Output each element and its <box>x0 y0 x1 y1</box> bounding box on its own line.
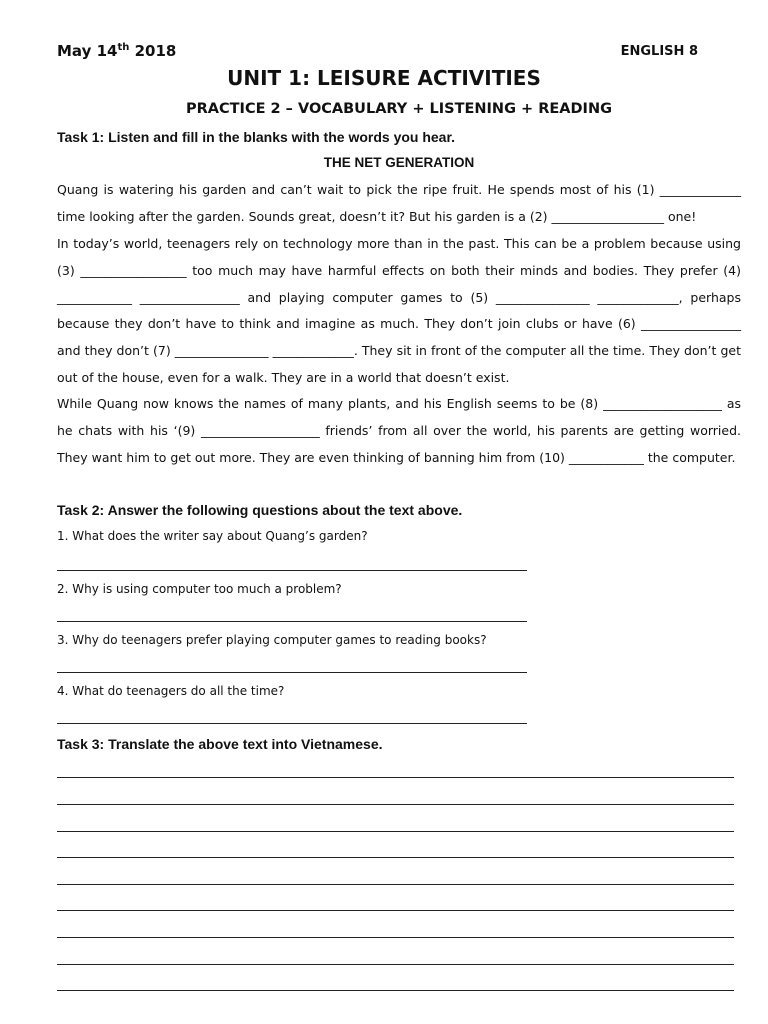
translation-line[interactable] <box>57 804 734 805</box>
task1-heading: Task 1: Listen and fill in the blanks with the words you hear. <box>57 129 456 145</box>
answer-line-1[interactable] <box>57 570 527 571</box>
story-paragraph-1: Quang is watering his garden and can’t wait to pick the ripe fruit. He spends most of his (1) _____________ time looking after the garden. Sounds great, doesn’t it? But his garden is a (2) __________________ one! <box>57 182 741 224</box>
translation-line[interactable] <box>57 937 734 938</box>
translation-line[interactable] <box>57 857 734 858</box>
unit-title: UNIT 1: LEISURE ACTIVITIES <box>227 66 541 90</box>
date-ordinal: th <box>117 42 130 53</box>
story-paragraph-3: While Quang now knows the names of many plants, and his English seems to be (8) ___________________ as he chats with his ‘(9) ___________________ friends’ from all over the world, his parents are getting worried. They want him to get out more. They are even thinking of banning him from (10) ____________ the computer. <box>57 396 741 465</box>
date-day: May 14 <box>57 42 118 60</box>
translation-line[interactable] <box>57 964 734 965</box>
subject-header: ENGLISH 8 <box>620 44 698 59</box>
answer-line-4[interactable] <box>57 723 527 724</box>
date-year: 2018 <box>129 42 177 60</box>
task2-heading: Task 2: Answer the following questions about the text above. <box>57 502 463 518</box>
translation-line[interactable] <box>57 884 734 885</box>
translation-line[interactable] <box>57 990 734 991</box>
answer-line-2[interactable] <box>57 621 527 622</box>
question-4: 4. What do teenagers do all the time? <box>57 684 285 698</box>
question-2: 2. Why is using computer too much a problem? <box>57 582 342 596</box>
translation-line[interactable] <box>57 777 734 778</box>
translation-line[interactable] <box>57 910 734 911</box>
translation-line[interactable] <box>57 831 734 832</box>
question-3: 3. Why do teenagers prefer playing computer games to reading books? <box>57 633 487 647</box>
date-header <box>57 42 176 60</box>
task3-heading: Task 3: Translate the above text into Vietnamese. <box>57 736 383 752</box>
story-paragraph-2: In today’s world, teenagers rely on technology more than in the past. This can be a problem because using (3) _________________ too much may have harmful effects on both their minds and bodies. They prefer (4) ____________ ________________ and playing computer games to (5) _______________ _____________, perhaps because they don’t have to think and imagine as much. They don’t join clubs or have (6) ________________ and they don’t (7) _______________ _____________. They sit in front of the computer all the time. They don’t get out of the house, even for a walk. They are in a world that doesn’t exist. <box>57 236 741 385</box>
story-title: THE NET GENERATION <box>323 155 475 170</box>
practice-subtitle: PRACTICE 2 – VOCABULARY + LISTENING + READING <box>186 101 612 117</box>
question-1: 1. What does the writer say about Quang’s garden? <box>57 529 368 543</box>
answer-line-3[interactable] <box>57 672 527 673</box>
